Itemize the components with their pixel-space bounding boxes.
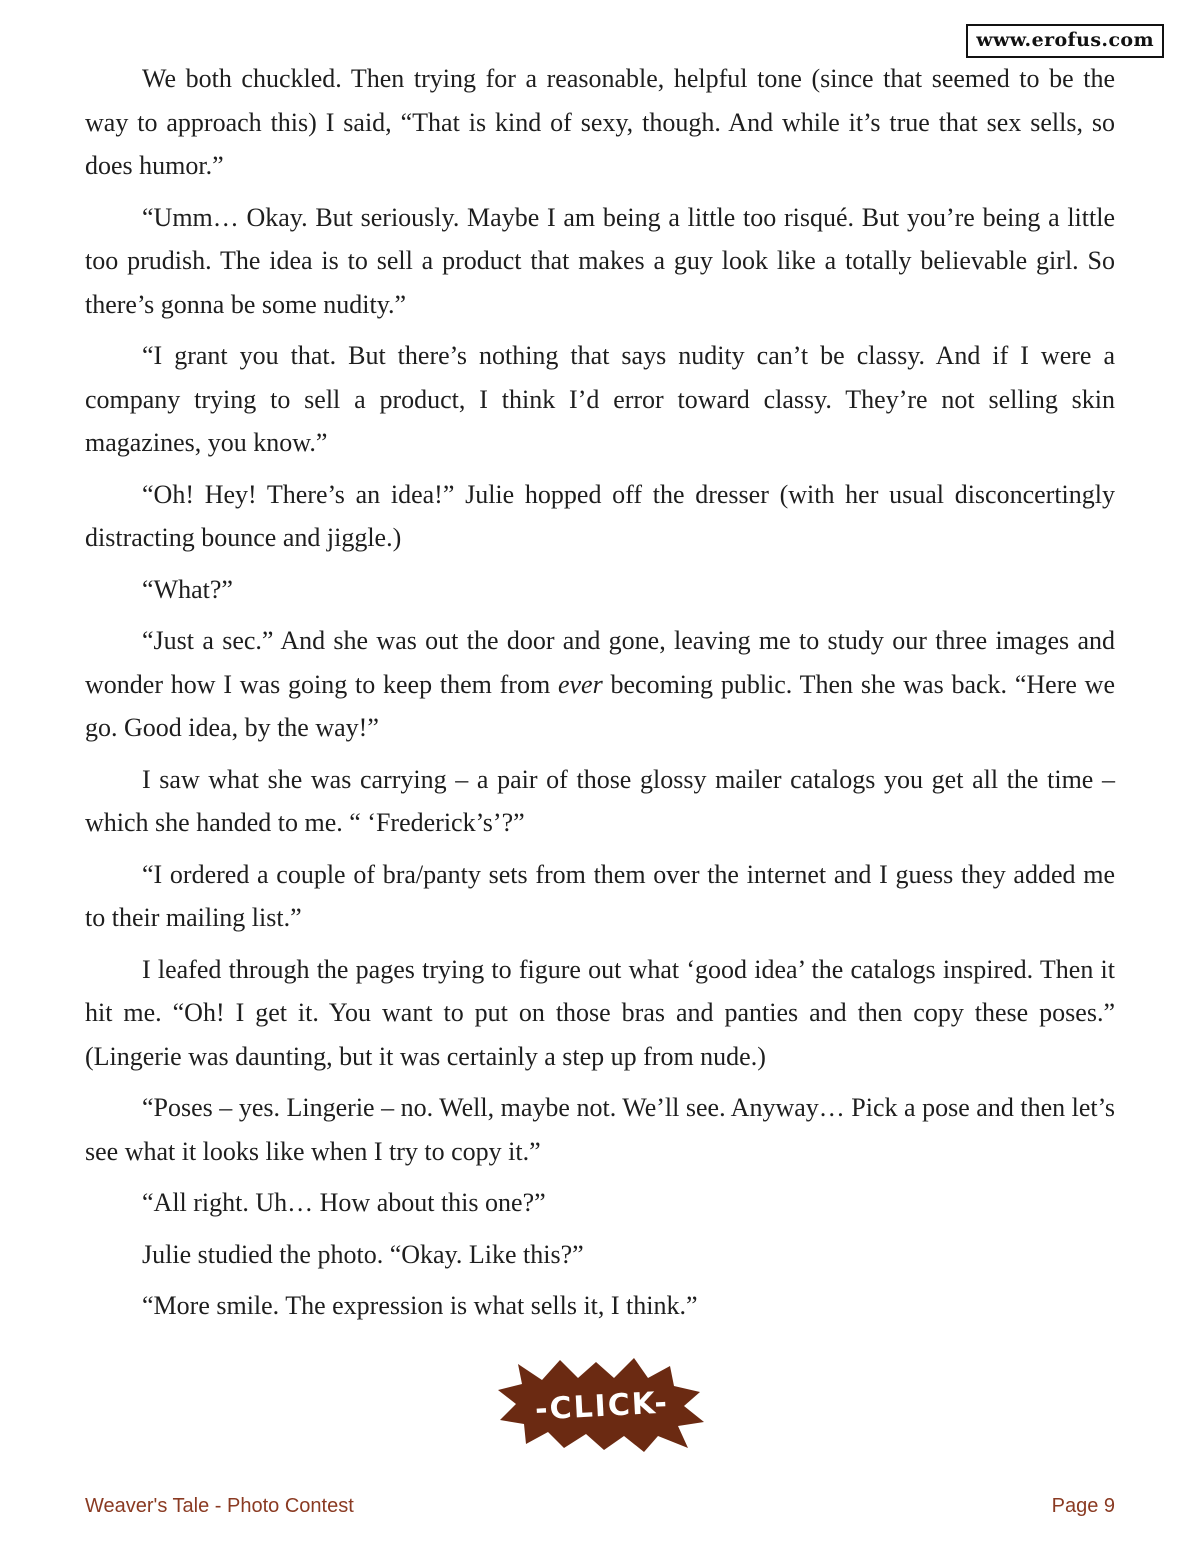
footer-title: Weaver's Tale - Photo Contest xyxy=(85,1495,354,1517)
watermark: www.erofus.com xyxy=(966,24,1164,58)
paragraph: “I ordered a couple of bra/panty sets from them over the internet and I guess they added me to their mailing list.” xyxy=(85,859,1115,932)
paragraph: “Umm… Okay. But seriously. Maybe I am being a little too risqué. But you’re being a little too prudish. The idea is to sell a product that makes a guy look like a totally believable girl. So there’s gonna be some nudity.” xyxy=(85,202,1115,319)
paragraph: “Oh! Hey! There’s an idea!” Julie hopped off the dresser (with her usual disconcertingly distracting bounce and jiggle.) xyxy=(85,479,1115,552)
paragraph: “Just a sec.” And she was out the door and gone, leaving me to study our three images and wonder how I was going to keep them from ever becoming public. Then she was back. “Here we go. Good idea, by the way!” xyxy=(85,626,1116,742)
paragraph: Julie studied the photo. “Okay. Like this?” xyxy=(142,1239,584,1269)
paragraph: We both chuckled. Then trying for a reasonable, helpful tone (since that seemed to be the way to approach this) I said, “That is kind of sexy, though. And while it’s true that sex sells, so does humor.” xyxy=(85,64,1115,180)
paragraph: “Poses – yes. Lingerie – no. Well, maybe not. We’ll see. Anyway… Pick a pose and then let’s see what it looks like when I try to copy it.” xyxy=(85,1093,1115,1166)
paragraph: I saw what she was carrying – a pair of those glossy mailer catalogs you get all the time – which she handed to me. “ ‘Frederick’s’?” xyxy=(85,764,1115,837)
emphasis: ever xyxy=(557,669,603,699)
story-text xyxy=(85,57,1115,1336)
paragraph: I leafed through the pages trying to figure out what ‘good idea’ the catalogs inspired. Then it hit me. “Oh! I get it. You want to put on those bras and panties and then copy these poses.” (Lingerie was daunting, but it was certainly a step up from nude.) xyxy=(85,954,1115,1071)
page-number: Page 9 xyxy=(1051,1495,1115,1517)
paragraph: “All right. Uh… How about this one?” xyxy=(142,1188,546,1217)
paragraph: “What?” xyxy=(142,574,233,604)
paragraph: “I grant you that. But there’s nothing that says nudity can’t be classy. And if I were a company trying to sell a product, I think I’d error toward classy. They’re not selling skin magazines, you know.” xyxy=(85,341,1115,457)
burst-label: -CLICK- xyxy=(534,1385,670,1428)
click-sound-effect xyxy=(498,1356,704,1452)
paragraph: “More smile. The expression is what sells it, I think.” xyxy=(142,1291,698,1320)
